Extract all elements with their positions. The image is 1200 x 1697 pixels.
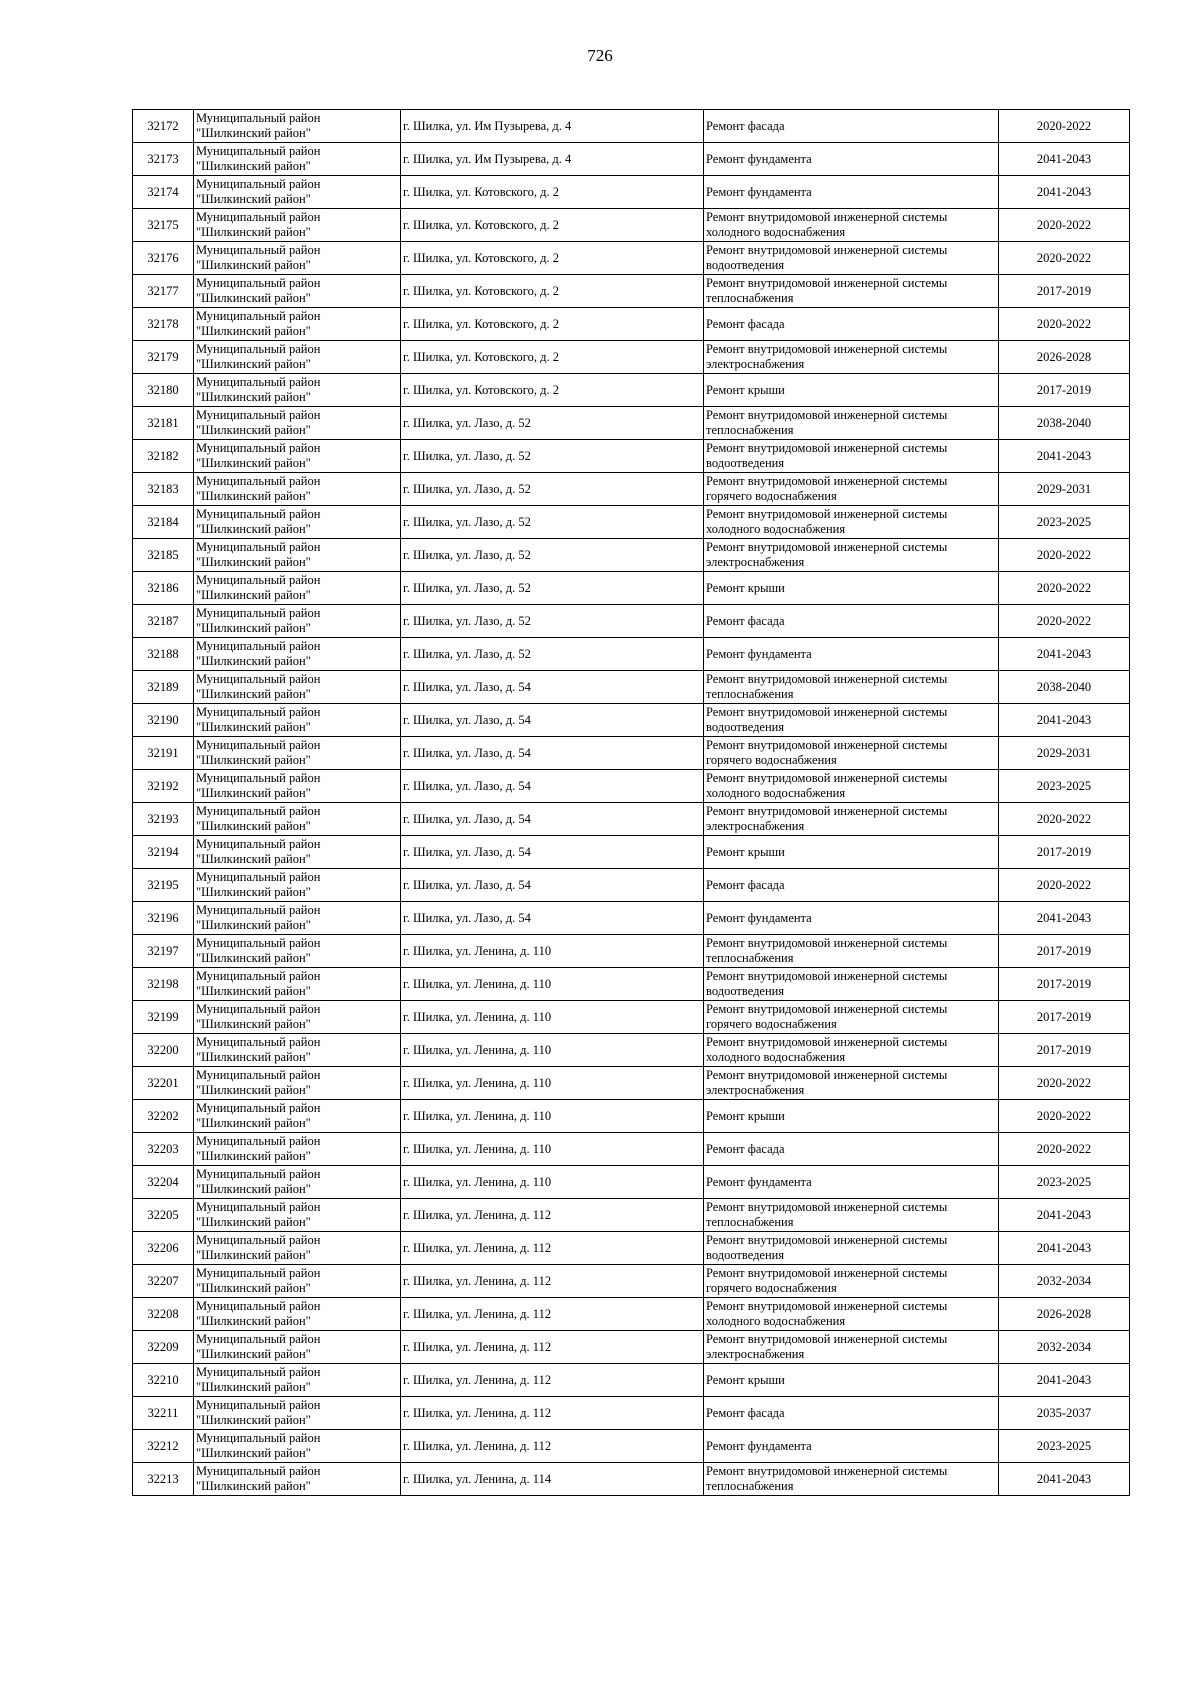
- row-number-cell: 32196: [133, 902, 194, 935]
- municipality-cell: Муниципальный район "Шилкинский район": [194, 143, 401, 176]
- row-number-cell: 32174: [133, 176, 194, 209]
- work-type-cell: Ремонт крыши: [704, 374, 999, 407]
- row-number-cell: 32190: [133, 704, 194, 737]
- address-cell: г. Шилка, ул. Лазо, д. 52: [401, 638, 704, 671]
- address-cell: г. Шилка, ул. Ленина, д. 110: [401, 1166, 704, 1199]
- row-number-cell: 32179: [133, 341, 194, 374]
- row-number-cell: 32173: [133, 143, 194, 176]
- address-cell: г. Шилка, ул. Им Пузырева, д. 4: [401, 110, 704, 143]
- table-row: [133, 209, 1130, 242]
- work-type-cell: Ремонт внутридомовой инженерной системы теплоснабжения: [704, 1199, 999, 1232]
- period-cell: 2017-2019: [999, 968, 1130, 1001]
- row-number-cell: 32183: [133, 473, 194, 506]
- address-cell: г. Шилка, ул. Лазо, д. 54: [401, 803, 704, 836]
- table-row: [133, 1001, 1130, 1034]
- table-row: [133, 110, 1130, 143]
- table-row: [133, 935, 1130, 968]
- work-type-cell: Ремонт внутридомовой инженерной системы водоотведения: [704, 1232, 999, 1265]
- work-type-cell: Ремонт фасада: [704, 1397, 999, 1430]
- address-cell: г. Шилка, ул. Лазо, д. 52: [401, 440, 704, 473]
- work-type-cell: Ремонт внутридомовой инженерной системы горячего водоснабжения: [704, 1265, 999, 1298]
- period-cell: 2017-2019: [999, 374, 1130, 407]
- address-cell: г. Шилка, ул. Котовского, д. 2: [401, 374, 704, 407]
- period-cell: 2041-2043: [999, 1463, 1130, 1496]
- table-row: [133, 275, 1130, 308]
- table-row: [133, 1364, 1130, 1397]
- period-cell: 2020-2022: [999, 1133, 1130, 1166]
- municipality-cell: Муниципальный район "Шилкинский район": [194, 1133, 401, 1166]
- work-type-cell: Ремонт фундамента: [704, 176, 999, 209]
- period-cell: 2023-2025: [999, 770, 1130, 803]
- row-number-cell: 32201: [133, 1067, 194, 1100]
- work-type-cell: Ремонт фундамента: [704, 143, 999, 176]
- table-row: [133, 1298, 1130, 1331]
- work-type-cell: Ремонт внутридомовой инженерной системы теплоснабжения: [704, 935, 999, 968]
- table-row: [133, 374, 1130, 407]
- work-type-cell: Ремонт внутридомовой инженерной системы холодного водоснабжения: [704, 770, 999, 803]
- table-row: [133, 836, 1130, 869]
- table-row: [133, 1100, 1130, 1133]
- municipality-cell: Муниципальный район "Шилкинский район": [194, 275, 401, 308]
- municipality-cell: Муниципальный район "Шилкинский район": [194, 1463, 401, 1496]
- municipality-cell: Муниципальный район "Шилкинский район": [194, 1298, 401, 1331]
- work-type-cell: Ремонт фундамента: [704, 1430, 999, 1463]
- row-number-cell: 32202: [133, 1100, 194, 1133]
- table-row: [133, 671, 1130, 704]
- repair-schedule-table: [132, 109, 1130, 1496]
- row-number-cell: 32177: [133, 275, 194, 308]
- row-number-cell: 32172: [133, 110, 194, 143]
- row-number-cell: 32188: [133, 638, 194, 671]
- row-number-cell: 32186: [133, 572, 194, 605]
- municipality-cell: Муниципальный район "Шилкинский район": [194, 836, 401, 869]
- table-row: [133, 176, 1130, 209]
- municipality-cell: Муниципальный район "Шилкинский район": [194, 770, 401, 803]
- table-row: [133, 803, 1130, 836]
- row-number-cell: 32194: [133, 836, 194, 869]
- period-cell: 2041-2043: [999, 1199, 1130, 1232]
- row-number-cell: 32213: [133, 1463, 194, 1496]
- work-type-cell: Ремонт внутридомовой инженерной системы горячего водоснабжения: [704, 1001, 999, 1034]
- address-cell: г. Шилка, ул. Ленина, д. 112: [401, 1199, 704, 1232]
- municipality-cell: Муниципальный район "Шилкинский район": [194, 374, 401, 407]
- row-number-cell: 32207: [133, 1265, 194, 1298]
- period-cell: 2020-2022: [999, 308, 1130, 341]
- period-cell: 2041-2043: [999, 1232, 1130, 1265]
- municipality-cell: Муниципальный район "Шилкинский район": [194, 209, 401, 242]
- work-type-cell: Ремонт крыши: [704, 572, 999, 605]
- period-cell: 2041-2043: [999, 143, 1130, 176]
- period-cell: 2020-2022: [999, 803, 1130, 836]
- table-row: [133, 1166, 1130, 1199]
- address-cell: г. Шилка, ул. Лазо, д. 52: [401, 506, 704, 539]
- table-row: [133, 638, 1130, 671]
- municipality-cell: Муниципальный район "Шилкинский район": [194, 1100, 401, 1133]
- row-number-cell: 32211: [133, 1397, 194, 1430]
- address-cell: г. Шилка, ул. Лазо, д. 52: [401, 605, 704, 638]
- row-number-cell: 32212: [133, 1430, 194, 1463]
- period-cell: 2029-2031: [999, 473, 1130, 506]
- municipality-cell: Муниципальный район "Шилкинский район": [194, 1364, 401, 1397]
- period-cell: 2029-2031: [999, 737, 1130, 770]
- work-type-cell: Ремонт внутридомовой инженерной системы водоотведения: [704, 704, 999, 737]
- page-number: 726: [587, 46, 613, 65]
- table-row: [133, 770, 1130, 803]
- period-cell: 2020-2022: [999, 605, 1130, 638]
- address-cell: г. Шилка, ул. Лазо, д. 54: [401, 704, 704, 737]
- row-number-cell: 32192: [133, 770, 194, 803]
- address-cell: г. Шилка, ул. Лазо, д. 52: [401, 473, 704, 506]
- row-number-cell: 32203: [133, 1133, 194, 1166]
- row-number-cell: 32204: [133, 1166, 194, 1199]
- address-cell: г. Шилка, ул. Ленина, д. 112: [401, 1397, 704, 1430]
- municipality-cell: Муниципальный район "Шилкинский район": [194, 176, 401, 209]
- address-cell: г. Шилка, ул. Ленина, д. 110: [401, 1034, 704, 1067]
- period-cell: 2023-2025: [999, 1430, 1130, 1463]
- table-row: [133, 308, 1130, 341]
- row-number-cell: 32208: [133, 1298, 194, 1331]
- table-row: [133, 605, 1130, 638]
- row-number-cell: 32193: [133, 803, 194, 836]
- address-cell: г. Шилка, ул. Лазо, д. 54: [401, 770, 704, 803]
- municipality-cell: Муниципальный район "Шилкинский район": [194, 1166, 401, 1199]
- work-type-cell: Ремонт внутридомовой инженерной системы холодного водоснабжения: [704, 209, 999, 242]
- address-cell: г. Шилка, ул. Котовского, д. 2: [401, 308, 704, 341]
- address-cell: г. Шилка, ул. Ленина, д. 110: [401, 935, 704, 968]
- table-row: [133, 1199, 1130, 1232]
- row-number-cell: 32191: [133, 737, 194, 770]
- work-type-cell: Ремонт внутридомовой инженерной системы водоотведения: [704, 242, 999, 275]
- period-cell: 2017-2019: [999, 1001, 1130, 1034]
- municipality-cell: Муниципальный район "Шилкинский район": [194, 737, 401, 770]
- period-cell: 2017-2019: [999, 836, 1130, 869]
- work-type-cell: Ремонт фундамента: [704, 902, 999, 935]
- work-type-cell: Ремонт внутридомовой инженерной системы горячего водоснабжения: [704, 473, 999, 506]
- address-cell: г. Шилка, ул. Ленина, д. 110: [401, 1133, 704, 1166]
- period-cell: 2020-2022: [999, 572, 1130, 605]
- table-row: [133, 1463, 1130, 1496]
- work-type-cell: Ремонт внутридомовой инженерной системы водоотведения: [704, 968, 999, 1001]
- address-cell: г. Шилка, ул. Ленина, д. 110: [401, 1067, 704, 1100]
- address-cell: г. Шилка, ул. Ленина, д. 110: [401, 968, 704, 1001]
- municipality-cell: Муниципальный район "Шилкинский район": [194, 407, 401, 440]
- address-cell: г. Шилка, ул. Ленина, д. 112: [401, 1331, 704, 1364]
- row-number-cell: 32206: [133, 1232, 194, 1265]
- period-cell: 2026-2028: [999, 1298, 1130, 1331]
- address-cell: г. Шилка, ул. Котовского, д. 2: [401, 341, 704, 374]
- period-cell: 2041-2043: [999, 176, 1130, 209]
- address-cell: г. Шилка, ул. Им Пузырева, д. 4: [401, 143, 704, 176]
- row-number-cell: 32181: [133, 407, 194, 440]
- municipality-cell: Муниципальный район "Шилкинский район": [194, 572, 401, 605]
- table-row: [133, 737, 1130, 770]
- table-row: [133, 572, 1130, 605]
- period-cell: 2041-2043: [999, 1364, 1130, 1397]
- work-type-cell: Ремонт фундамента: [704, 638, 999, 671]
- row-number-cell: 32198: [133, 968, 194, 1001]
- work-type-cell: Ремонт фасада: [704, 110, 999, 143]
- work-type-cell: Ремонт внутридомовой инженерной системы электроснабжения: [704, 341, 999, 374]
- municipality-cell: Муниципальный район "Шилкинский район": [194, 803, 401, 836]
- period-cell: 2020-2022: [999, 869, 1130, 902]
- period-cell: 2041-2043: [999, 638, 1130, 671]
- row-number-cell: 32200: [133, 1034, 194, 1067]
- table-row: [133, 539, 1130, 572]
- table-row: [133, 869, 1130, 902]
- table-row: [133, 704, 1130, 737]
- row-number-cell: 32180: [133, 374, 194, 407]
- address-cell: г. Шилка, ул. Лазо, д. 52: [401, 407, 704, 440]
- row-number-cell: 32210: [133, 1364, 194, 1397]
- row-number-cell: 32175: [133, 209, 194, 242]
- row-number-cell: 32185: [133, 539, 194, 572]
- table-row: [133, 341, 1130, 374]
- period-cell: 2023-2025: [999, 1166, 1130, 1199]
- period-cell: 2035-2037: [999, 1397, 1130, 1430]
- address-cell: г. Шилка, ул. Котовского, д. 2: [401, 242, 704, 275]
- work-type-cell: Ремонт внутридомовой инженерной системы водоотведения: [704, 440, 999, 473]
- municipality-cell: Муниципальный район "Шилкинский район": [194, 440, 401, 473]
- period-cell: 2020-2022: [999, 242, 1130, 275]
- municipality-cell: Муниципальный район "Шилкинский район": [194, 1034, 401, 1067]
- row-number-cell: 32182: [133, 440, 194, 473]
- period-cell: 2032-2034: [999, 1331, 1130, 1364]
- address-cell: г. Шилка, ул. Ленина, д. 112: [401, 1265, 704, 1298]
- work-type-cell: Ремонт крыши: [704, 1364, 999, 1397]
- table-row: [133, 407, 1130, 440]
- row-number-cell: 32209: [133, 1331, 194, 1364]
- address-cell: г. Шилка, ул. Ленина, д. 112: [401, 1364, 704, 1397]
- municipality-cell: Муниципальный район "Шилкинский район": [194, 341, 401, 374]
- municipality-cell: Муниципальный район "Шилкинский район": [194, 671, 401, 704]
- work-type-cell: Ремонт фасада: [704, 308, 999, 341]
- period-cell: 2020-2022: [999, 209, 1130, 242]
- municipality-cell: Муниципальный район "Шилкинский район": [194, 242, 401, 275]
- municipality-cell: Муниципальный район "Шилкинский район": [194, 308, 401, 341]
- table-row: [133, 1067, 1130, 1100]
- address-cell: г. Шилка, ул. Лазо, д. 54: [401, 836, 704, 869]
- municipality-cell: Муниципальный район "Шилкинский район": [194, 1199, 401, 1232]
- municipality-cell: Муниципальный район "Шилкинский район": [194, 605, 401, 638]
- address-cell: г. Шилка, ул. Лазо, д. 54: [401, 869, 704, 902]
- period-cell: 2032-2034: [999, 1265, 1130, 1298]
- address-cell: г. Шилка, ул. Ленина, д. 110: [401, 1001, 704, 1034]
- address-cell: г. Шилка, ул. Котовского, д. 2: [401, 209, 704, 242]
- municipality-cell: Муниципальный район "Шилкинский район": [194, 110, 401, 143]
- period-cell: 2041-2043: [999, 704, 1130, 737]
- work-type-cell: Ремонт внутридомовой инженерной системы холодного водоснабжения: [704, 506, 999, 539]
- period-cell: 2020-2022: [999, 110, 1130, 143]
- table-row: [133, 242, 1130, 275]
- work-type-cell: Ремонт внутридомовой инженерной системы теплоснабжения: [704, 407, 999, 440]
- table-row: [133, 1430, 1130, 1463]
- work-type-cell: Ремонт крыши: [704, 1100, 999, 1133]
- row-number-cell: 32184: [133, 506, 194, 539]
- table-row: [133, 968, 1130, 1001]
- municipality-cell: Муниципальный район "Шилкинский район": [194, 1265, 401, 1298]
- table-row: [133, 506, 1130, 539]
- municipality-cell: Муниципальный район "Шилкинский район": [194, 1232, 401, 1265]
- municipality-cell: Муниципальный район "Шилкинский район": [194, 968, 401, 1001]
- municipality-cell: Муниципальный район "Шилкинский район": [194, 704, 401, 737]
- address-cell: г. Шилка, ул. Лазо, д. 54: [401, 902, 704, 935]
- work-type-cell: Ремонт фасада: [704, 1133, 999, 1166]
- table-row: [133, 1331, 1130, 1364]
- period-cell: 2038-2040: [999, 671, 1130, 704]
- municipality-cell: Муниципальный район "Шилкинский район": [194, 935, 401, 968]
- work-type-cell: Ремонт фасада: [704, 869, 999, 902]
- row-number-cell: 32197: [133, 935, 194, 968]
- work-type-cell: Ремонт внутридомовой инженерной системы теплоснабжения: [704, 671, 999, 704]
- municipality-cell: Муниципальный район "Шилкинский район": [194, 1397, 401, 1430]
- municipality-cell: Муниципальный район "Шилкинский район": [194, 638, 401, 671]
- work-type-cell: Ремонт внутридомовой инженерной системы электроснабжения: [704, 803, 999, 836]
- work-type-cell: Ремонт внутридомовой инженерной системы холодного водоснабжения: [704, 1034, 999, 1067]
- work-type-cell: Ремонт внутридомовой инженерной системы теплоснабжения: [704, 275, 999, 308]
- work-type-cell: Ремонт внутридомовой инженерной системы электроснабжения: [704, 539, 999, 572]
- row-number-cell: 32189: [133, 671, 194, 704]
- table-row: [133, 143, 1130, 176]
- row-number-cell: 32176: [133, 242, 194, 275]
- period-cell: 2017-2019: [999, 1034, 1130, 1067]
- address-cell: г. Шилка, ул. Лазо, д. 54: [401, 671, 704, 704]
- table-row: [133, 473, 1130, 506]
- table-row: [133, 440, 1130, 473]
- period-cell: 2020-2022: [999, 1067, 1130, 1100]
- work-type-cell: Ремонт внутридомовой инженерной системы горячего водоснабжения: [704, 737, 999, 770]
- address-cell: г. Шилка, ул. Ленина, д. 114: [401, 1463, 704, 1496]
- work-type-cell: Ремонт крыши: [704, 836, 999, 869]
- municipality-cell: Муниципальный район "Шилкинский район": [194, 539, 401, 572]
- table-row: [133, 902, 1130, 935]
- table-row: [133, 1034, 1130, 1067]
- period-cell: 2041-2043: [999, 902, 1130, 935]
- period-cell: 2020-2022: [999, 539, 1130, 572]
- row-number-cell: 32195: [133, 869, 194, 902]
- address-cell: г. Шилка, ул. Ленина, д. 112: [401, 1298, 704, 1331]
- work-type-cell: Ремонт внутридомовой инженерной системы электроснабжения: [704, 1331, 999, 1364]
- work-type-cell: Ремонт фундамента: [704, 1166, 999, 1199]
- period-cell: 2020-2022: [999, 1100, 1130, 1133]
- work-type-cell: Ремонт фасада: [704, 605, 999, 638]
- municipality-cell: Муниципальный район "Шилкинский район": [194, 1067, 401, 1100]
- period-cell: 2038-2040: [999, 407, 1130, 440]
- address-cell: г. Шилка, ул. Котовского, д. 2: [401, 275, 704, 308]
- address-cell: г. Шилка, ул. Ленина, д. 110: [401, 1100, 704, 1133]
- period-cell: 2041-2043: [999, 440, 1130, 473]
- table-row: [133, 1133, 1130, 1166]
- period-cell: 2023-2025: [999, 506, 1130, 539]
- municipality-cell: Муниципальный район "Шилкинский район": [194, 473, 401, 506]
- period-cell: 2017-2019: [999, 935, 1130, 968]
- municipality-cell: Муниципальный район "Шилкинский район": [194, 902, 401, 935]
- table-row: [133, 1265, 1130, 1298]
- work-type-cell: Ремонт внутридомовой инженерной системы холодного водоснабжения: [704, 1298, 999, 1331]
- address-cell: г. Шилка, ул. Лазо, д. 52: [401, 572, 704, 605]
- address-cell: г. Шилка, ул. Ленина, д. 112: [401, 1430, 704, 1463]
- work-type-cell: Ремонт внутридомовой инженерной системы электроснабжения: [704, 1067, 999, 1100]
- municipality-cell: Муниципальный район "Шилкинский район": [194, 1331, 401, 1364]
- address-cell: г. Шилка, ул. Ленина, д. 112: [401, 1232, 704, 1265]
- row-number-cell: 32178: [133, 308, 194, 341]
- work-type-cell: Ремонт внутридомовой инженерной системы теплоснабжения: [704, 1463, 999, 1496]
- period-cell: 2026-2028: [999, 341, 1130, 374]
- address-cell: г. Шилка, ул. Лазо, д. 52: [401, 539, 704, 572]
- row-number-cell: 32205: [133, 1199, 194, 1232]
- period-cell: 2017-2019: [999, 275, 1130, 308]
- table-row: [133, 1232, 1130, 1265]
- municipality-cell: Муниципальный район "Шилкинский район": [194, 1430, 401, 1463]
- address-cell: г. Шилка, ул. Лазо, д. 54: [401, 737, 704, 770]
- row-number-cell: 32187: [133, 605, 194, 638]
- table-body: [133, 110, 1130, 1496]
- municipality-cell: Муниципальный район "Шилкинский район": [194, 1001, 401, 1034]
- municipality-cell: Муниципальный район "Шилкинский район": [194, 506, 401, 539]
- row-number-cell: 32199: [133, 1001, 194, 1034]
- address-cell: г. Шилка, ул. Котовского, д. 2: [401, 176, 704, 209]
- table-row: [133, 1397, 1130, 1430]
- municipality-cell: Муниципальный район "Шилкинский район": [194, 869, 401, 902]
